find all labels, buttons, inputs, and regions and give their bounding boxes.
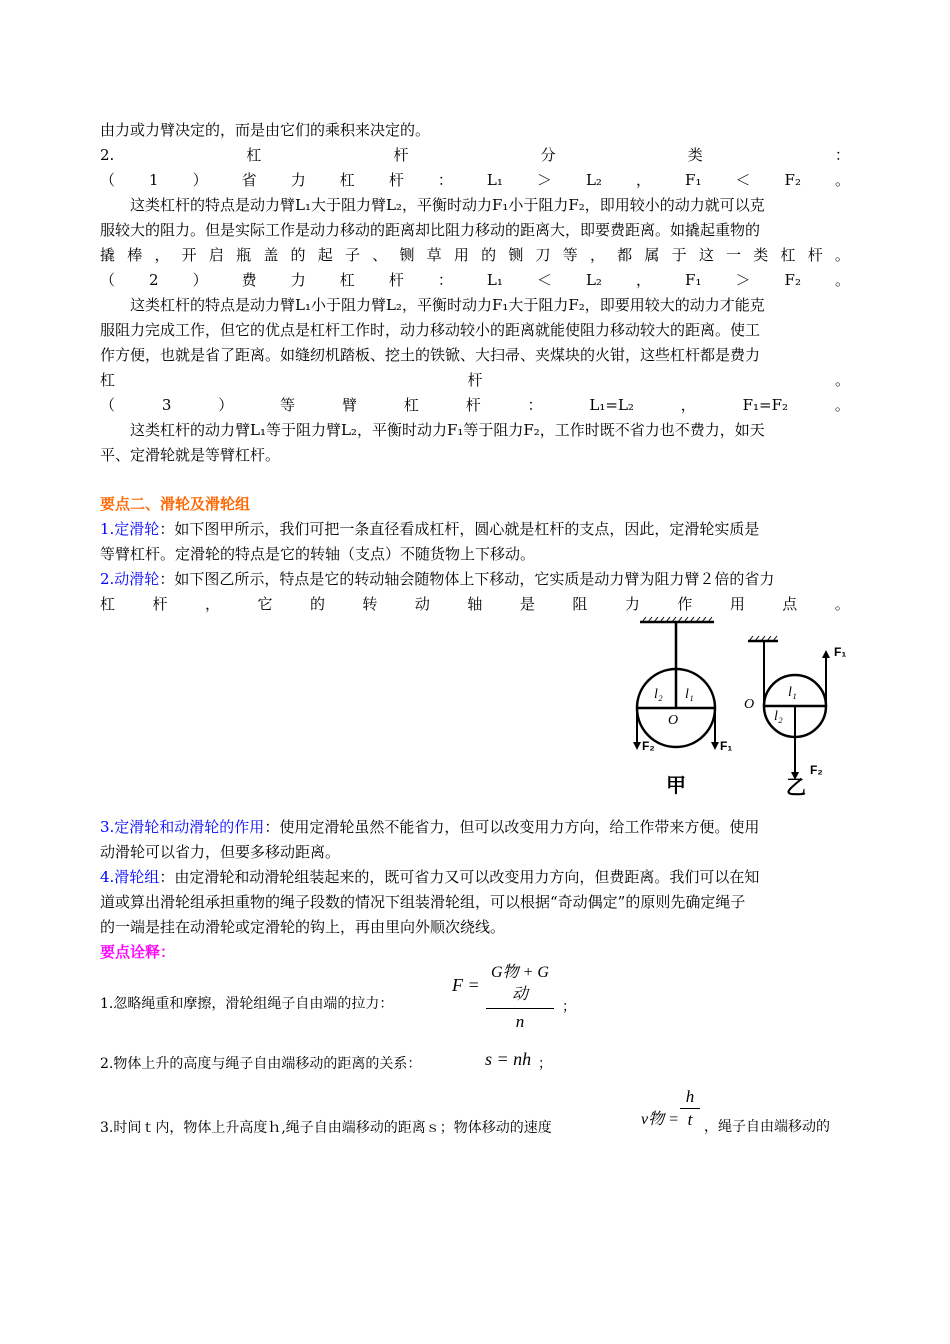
text-token: ， bbox=[204, 595, 220, 613]
lever-type1-line bbox=[100, 168, 850, 192]
note1-numerator: G物 + G动 bbox=[491, 964, 549, 1003]
text-token: （ bbox=[100, 171, 116, 189]
text-token: ， bbox=[680, 396, 696, 414]
text-token: 杠 bbox=[100, 595, 116, 613]
lever-type1-desc-1: 这类杠杆的特点是动力臂L₁大于阻力臂L₂，平衡时动力F₁小于阻力F₂，即用较小的动力就可以克 bbox=[130, 196, 765, 214]
text-token: 的 bbox=[309, 595, 325, 613]
text-token: 起 bbox=[317, 246, 333, 264]
movable-pulley-diagram bbox=[744, 636, 846, 799]
fixed-pulley-line1 bbox=[100, 517, 850, 541]
note2-end: ； bbox=[538, 1056, 552, 1072]
text-token: 杠 bbox=[339, 271, 355, 289]
movable-l1-label: l₁ bbox=[788, 685, 797, 700]
text-token: 棒 bbox=[127, 246, 143, 264]
lever-type1-desc-2: 服较大的阻力。但是实际工作是动力移动的距离却比阻力移动的距离大，即要费距离。如撬起重物的 bbox=[100, 221, 761, 239]
pulley-group-label: 4.滑轮组 bbox=[100, 868, 160, 886]
text-token: 杆 bbox=[152, 595, 168, 613]
note1-fraction-bar bbox=[486, 1008, 554, 1009]
text-token: ： bbox=[437, 271, 453, 289]
note3-numerator: h bbox=[685, 1087, 695, 1106]
pulley-role-text1: ：使用定滑轮虽然不能省力，但可以改变用力方向，给工作带来方便。使用 bbox=[264, 818, 760, 836]
text-token: 转 bbox=[362, 595, 378, 613]
text-token: 省 bbox=[241, 171, 257, 189]
movable-f2-label: F₂ bbox=[810, 763, 823, 777]
text-token: 子 bbox=[344, 246, 360, 264]
text-token: ＞ bbox=[536, 171, 552, 189]
text-token: 分 bbox=[540, 146, 556, 164]
text-token: F₁ bbox=[685, 271, 702, 289]
pulley-role-line1 bbox=[100, 815, 850, 839]
text-token: ， bbox=[154, 246, 170, 264]
text-token: ） bbox=[218, 396, 234, 414]
text-token: 杆 bbox=[465, 396, 481, 414]
text-token: 启 bbox=[208, 246, 224, 264]
text-token: 一 bbox=[726, 246, 742, 264]
text-token: ） bbox=[192, 171, 208, 189]
note1-end: ； bbox=[562, 999, 576, 1015]
text-token: ， bbox=[635, 271, 651, 289]
lever-type2-line bbox=[100, 268, 850, 292]
yi-caption: 乙 bbox=[786, 775, 806, 799]
pulley-group-line3: 的一端是挂在动滑轮或定滑轮的钩上，再由里向外顺次绕线。 bbox=[100, 918, 506, 936]
text-token: ＜ bbox=[536, 271, 552, 289]
note3-denominator: t bbox=[687, 1110, 693, 1129]
note1-denominator: n bbox=[515, 1012, 525, 1031]
text-token: 杆 bbox=[393, 146, 409, 164]
jia-caption: 甲 bbox=[666, 773, 686, 797]
text-token: 轴 bbox=[467, 595, 483, 613]
fixed-o-label: O bbox=[668, 713, 679, 728]
text-token: 杠 bbox=[100, 371, 116, 389]
text-token: 。 bbox=[834, 371, 850, 389]
text-token: 杆 bbox=[388, 271, 404, 289]
text-token: ＞ bbox=[735, 271, 751, 289]
text-token: 阻 bbox=[572, 595, 588, 613]
movable-o-label: O bbox=[744, 697, 755, 712]
text-token: 用 bbox=[729, 595, 745, 613]
movable-f1-label: F₁ bbox=[834, 645, 847, 659]
intro-line: 由力或力臂决定的，而是由它们的乘积来决定的。 bbox=[100, 121, 431, 139]
text-token: 动 bbox=[414, 595, 430, 613]
lever-type3-line bbox=[100, 393, 850, 417]
text-token: 。 bbox=[834, 396, 850, 414]
note1-fraction bbox=[484, 962, 556, 1033]
text-token: 杠 bbox=[403, 396, 419, 414]
text-token: 是 bbox=[519, 595, 535, 613]
text-token: 力 bbox=[290, 171, 306, 189]
fixed-pulley-text1: ：如下图甲所示，我们可把一条直径看成杠杆，圆心就是杠杆的支点，因此，定滑轮实质是 bbox=[159, 520, 760, 538]
text-token: 盖 bbox=[263, 246, 279, 264]
text-token: 。 bbox=[834, 171, 850, 189]
note2-text: 2.物体上升的高度与绳子自由端移动的距离的关系： bbox=[100, 1056, 422, 1072]
text-token: 力 bbox=[624, 595, 640, 613]
text-token: 开 bbox=[181, 246, 197, 264]
text-token: 瓶 bbox=[236, 246, 252, 264]
text-token: F₁=F₂ bbox=[742, 396, 789, 414]
section2-heading: 要点二、滑轮及滑轮组 bbox=[100, 495, 251, 513]
text-token: 杆 bbox=[388, 171, 404, 189]
text-token: 、 bbox=[372, 246, 388, 264]
text-token: 属 bbox=[644, 246, 660, 264]
text-token: ： bbox=[527, 396, 543, 414]
note1-text: 1.忽略绳重和摩擦，滑轮组绳子自由端的拉力： bbox=[100, 996, 394, 1012]
text-token: ） bbox=[192, 271, 208, 289]
text-token: 杆 bbox=[467, 371, 483, 389]
text-token: 都 bbox=[617, 246, 633, 264]
fixed-pulley-diagram bbox=[633, 617, 732, 797]
text-token: 的 bbox=[481, 246, 497, 264]
pulley-group-line1 bbox=[100, 865, 850, 889]
text-token: 杆 bbox=[807, 246, 823, 264]
pulley-role-line2: 动滑轮可以省力，但要多移动距离。 bbox=[100, 843, 341, 861]
note3-fraction bbox=[680, 1086, 700, 1131]
text-token: 2 bbox=[149, 271, 159, 289]
text-token: F₂ bbox=[784, 171, 801, 189]
text-token: 刀 bbox=[535, 246, 551, 264]
fixed-pulley-label: 1.定滑轮 bbox=[100, 520, 160, 538]
text-token: F₂ bbox=[784, 271, 801, 289]
text-token: L₁ bbox=[486, 171, 503, 189]
fixed-l2-label: l₂ bbox=[654, 687, 663, 702]
text-token: L₂ bbox=[585, 171, 602, 189]
lever-type2-desc-3: 作方便，也就是省了距离。如缝纫机踏板、挖土的铁锨、大扫帚、夹煤块的火钳，这些杠杆都是费力 bbox=[100, 346, 761, 364]
text-token: 。 bbox=[834, 246, 850, 264]
text-token: ， bbox=[589, 246, 605, 264]
lever-type2-desc-1: 这类杠杆的特点是动力臂L₁小于阻力臂L₂，平衡时动力F₁大于阻力F₂，即要用较大的动力才能克 bbox=[130, 296, 765, 314]
text-token: 点 bbox=[782, 595, 798, 613]
pulley-group-text1: ：由定滑轮和动滑轮组装起来的，既可省力又可以改变用力方向，但费距离。我们可以在知 bbox=[159, 868, 760, 886]
movable-pulley-line1 bbox=[100, 567, 850, 591]
note2-formula: s = nh bbox=[485, 1049, 532, 1069]
text-token: 杠 bbox=[780, 246, 796, 264]
text-token: 铡 bbox=[508, 246, 524, 264]
text-token: 铡 bbox=[399, 246, 415, 264]
text-token: 。 bbox=[834, 595, 850, 613]
movable-pulley-line2 bbox=[100, 592, 850, 616]
text-token: 3 bbox=[161, 396, 172, 414]
text-token: 杠 bbox=[339, 171, 355, 189]
text-token: 作 bbox=[677, 595, 693, 613]
notes-heading: 要点诠释： bbox=[100, 943, 176, 961]
pulley-group-line2: 道或算出滑轮组承担重物的绳子段数的情况下组装滑轮组，可以根据“奇动偶定”的原则先确定绳子 bbox=[100, 893, 746, 911]
note3-end: ，绳子自由端移动的 bbox=[704, 1119, 830, 1135]
text-token: 等 bbox=[280, 396, 296, 414]
text-token: ＜ bbox=[735, 171, 751, 189]
text-token: 于 bbox=[671, 246, 687, 264]
text-token: 它 bbox=[257, 595, 273, 613]
pulley-role-label: 3.定滑轮和动滑轮的作用 bbox=[100, 818, 265, 836]
text-token: 的 bbox=[290, 246, 306, 264]
fixed-l1-label: l₁ bbox=[685, 687, 694, 702]
lever-type3-desc-1: 这类杠杆的动力臂L₁等于阻力臂L₂，平衡时动力F₁等于阻力F₂，工作时既不省力也不费力，如天 bbox=[130, 421, 765, 439]
text-token: L₂ bbox=[585, 271, 602, 289]
text-token: 2. bbox=[100, 146, 115, 164]
text-token: F₁ bbox=[685, 171, 702, 189]
text-token: （ bbox=[100, 271, 116, 289]
lever-type2-end bbox=[100, 368, 850, 392]
lever-type2-desc-2: 服阻力完成工作，但它的优点是杠杆工作时，动力移动较小的距离就能使阻力移动较大的距离。使工 bbox=[100, 321, 761, 339]
text-token: （ bbox=[100, 396, 116, 414]
text-token: 。 bbox=[834, 271, 850, 289]
text-token: 用 bbox=[453, 246, 469, 264]
text-token: 这 bbox=[698, 246, 714, 264]
text-token: 草 bbox=[426, 246, 442, 264]
text-token: 类 bbox=[687, 146, 703, 164]
note3-lhs: v物 = bbox=[641, 1111, 679, 1128]
text-token: 类 bbox=[753, 246, 769, 264]
movable-pulley-text1: ：如下图乙所示，特点是它的转动轴会随物体上下移动，它实质是动力臂为阻力臂２倍的省力 bbox=[159, 570, 775, 588]
text-token: 撬 bbox=[100, 246, 116, 264]
lever-class-heading bbox=[100, 143, 850, 167]
note1-lhs: F = bbox=[452, 975, 480, 995]
note3-text: 3.时间ｔ内，物体上升高度ｈ,绳子自由端移动的距离ｓ；物体移动的速度 bbox=[100, 1120, 552, 1136]
pulley-figure bbox=[628, 616, 860, 800]
fixed-pulley-line2: 等臂杠杆。定滑轮的特点是它的转轴（支点）不随货物上下移动。 bbox=[100, 545, 536, 563]
fixed-f2-label: F₂ bbox=[642, 739, 655, 753]
text-token: ， bbox=[635, 171, 651, 189]
fixed-f1-label: F₁ bbox=[720, 739, 733, 753]
movable-l2-label: l₂ bbox=[774, 709, 783, 724]
text-token: 1 bbox=[149, 171, 159, 189]
text-token: 臂 bbox=[341, 396, 357, 414]
text-token: ： bbox=[834, 146, 850, 164]
text-token: L₁ bbox=[486, 271, 503, 289]
text-token: ： bbox=[437, 171, 453, 189]
lever-type3-desc-2: 平、定滑轮就是等臂杠杆。 bbox=[100, 446, 281, 464]
text-token: 杠 bbox=[246, 146, 262, 164]
lever-type1-examples bbox=[100, 243, 850, 267]
movable-pulley-label: 2.动滑轮 bbox=[100, 570, 160, 588]
text-token: 等 bbox=[562, 246, 578, 264]
text-token: L₁=L₂ bbox=[589, 396, 634, 414]
text-token: 力 bbox=[290, 271, 306, 289]
text-token: 费 bbox=[241, 271, 257, 289]
